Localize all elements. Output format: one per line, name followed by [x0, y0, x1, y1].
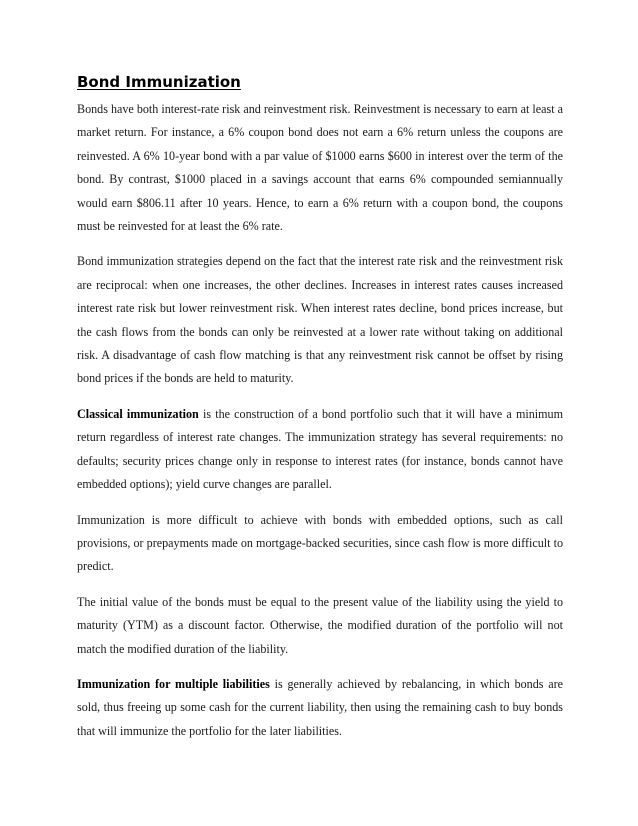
- paragraph-text: Bonds have both interest-rate risk and reinvestment risk. Reinvestment is necessary to earn at least a market return. For instance, a 6% coupon bond does not earn a 6% return unless the coupons are reinvested. A 6% 10-year bond with a par value of $1000 earns $600 in interest over the term of the bond. By contrast, $1000 placed in a savings account that earns 6% compounded semiannually would earn $806.11 after 10 years. Hence, to earn a 6% return with a coupon bond, the coupons must be reinvested for at least the 6% rate.: [77, 102, 563, 234]
- document-body: [77, 72, 563, 755]
- term-classical-immunization: Classical immunization: [77, 406, 199, 421]
- paragraph-initial-value: [77, 591, 563, 661]
- paragraph-text: is generally achieved by rebalancing, in which bonds are sold, thus freeing up some cash for the current liability, then using the remaining cash to buy bonds that will immunize the portfolio for the later liabilities.: [77, 676, 563, 738]
- paragraph-classical-immunization: [77, 403, 563, 497]
- paragraph-multiple-liabilities: [77, 673, 563, 743]
- paragraph-text: The initial value of the bonds must be equal to the present value of the liability using the yield to maturity (YTM) as a discount factor. Otherwise, the modified duration of the portfolio will not match the modified duration of the liability.: [77, 594, 563, 656]
- paragraph-text: Bond immunization strategies depend on the fact that the interest rate risk and the reinvestment risk are reciprocal: when one increases, the other declines. Increases in interest rates causes increased interest rate risk but lower reinvestment risk. When interest rates decline, bond prices increase, but the cash flows from the bonds can only be reinvested at a lower rate without taking on additional risk. A disadvantage of cash flow matching is that any reinvestment risk cannot be offset by rising bond prices if the bonds are held to maturity.: [77, 254, 563, 386]
- paragraph-text: is the construction of a bond portfolio such that it will have a minimum return regardless of interest rate changes. The immunization strategy has several requirements: no defaults; security prices change only in response to interest rates (for instance, bonds cannot have embedded options); yield curve changes are parallel.: [77, 406, 563, 492]
- paragraph-text: Immunization is more difficult to achieve with bonds with embedded options, such as call provisions, or prepayments made on mortgage-backed securities, since cash flow is more difficult to predict.: [77, 512, 563, 574]
- paragraph-embedded-options: [77, 509, 563, 579]
- document-title: Bond Immunization: [77, 73, 241, 91]
- paragraph-reinvestment-risk: [77, 98, 563, 238]
- term-multiple-liabilities: Immunization for multiple liabilities: [77, 676, 270, 691]
- paragraph-immunization-strategies: [77, 250, 563, 390]
